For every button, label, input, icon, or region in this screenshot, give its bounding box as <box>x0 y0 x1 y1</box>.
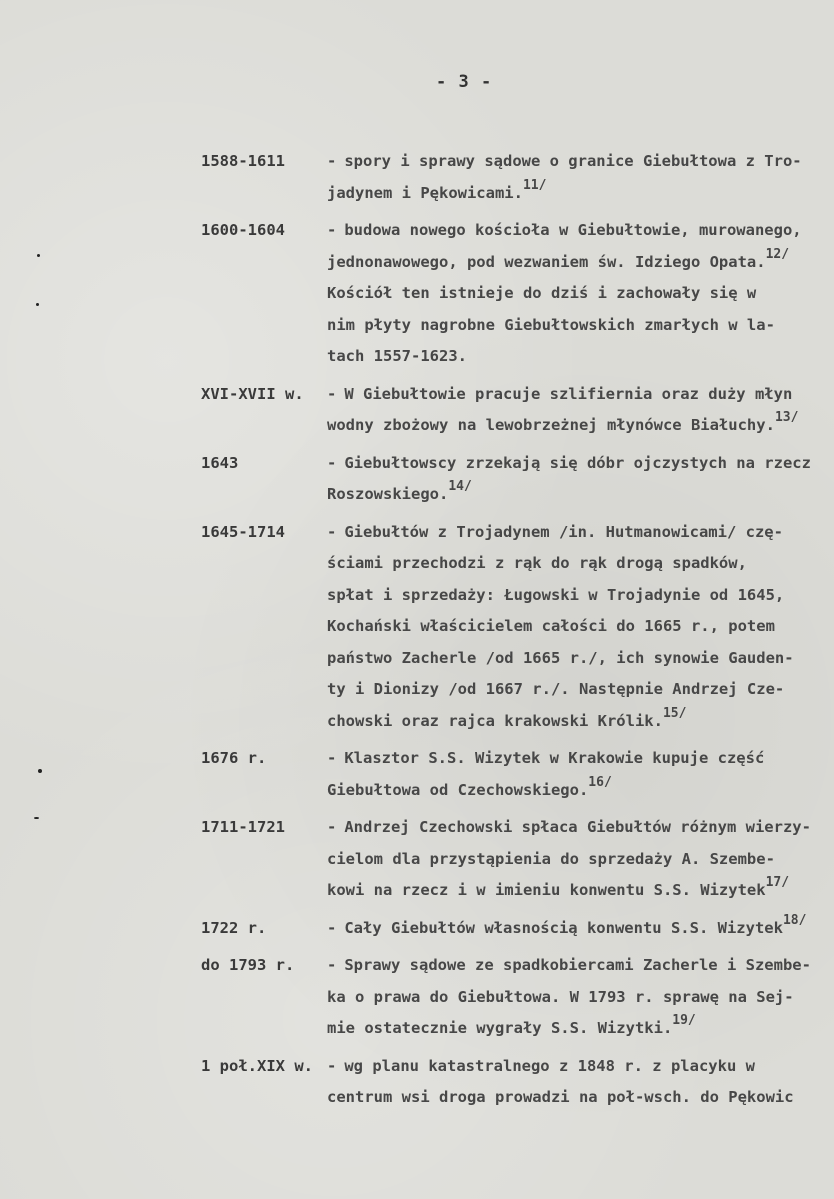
entry-description <box>327 379 831 442</box>
entry-dash: - <box>327 221 337 239</box>
entry-dash: - <box>327 818 337 836</box>
footnote-reference: 18/ <box>782 912 807 928</box>
entry-text-line <box>327 146 831 178</box>
entry-text: W Giebułtowie pracuje szlifiernia oraz duży młyn <box>344 384 793 403</box>
entry-text: kowi na rzecz i w imieniu konwentu S.S. Wizytek <box>327 881 766 899</box>
entry-text: Roszowskiego. <box>327 485 449 503</box>
entry-text-line <box>327 913 831 945</box>
entry-text: Giebułtów z Trojadynem /in. Hutmanowicami/ czę- <box>344 522 783 541</box>
entry-text: cielom dla przystąpienia do sprzedaży A. Szembe- <box>327 849 775 868</box>
entry-dash: - <box>327 522 337 541</box>
entry-text-line <box>327 1082 831 1114</box>
paper-speck <box>37 254 40 257</box>
entry-text-line <box>327 448 831 480</box>
entry-text: spłat i sprzedaży: Ługowski w Trojadynie od 1645, <box>327 585 785 604</box>
entry-text-line <box>327 517 831 549</box>
chronology-entry <box>201 517 831 738</box>
chronology-entry <box>201 913 831 945</box>
chronology-entry <box>201 1051 831 1114</box>
chronology-entry <box>201 950 831 1045</box>
entry-description <box>327 812 831 907</box>
entry-text-line <box>327 278 831 310</box>
entry-description <box>327 146 831 209</box>
entry-text: Cały Giebułtów własnością konwentu S.S. Wizytek <box>344 918 783 937</box>
entry-text-line <box>327 706 831 738</box>
entry-text: Giebułtowscy zrzekają się dóbr ojczystych na rzecz <box>344 453 811 472</box>
entry-dash: - <box>327 453 337 472</box>
entry-text-line <box>327 410 831 442</box>
entry-date: 1722 r. <box>201 918 267 937</box>
chronology-entry <box>201 743 831 806</box>
entry-text: centrum wsi droga prowadzi na poł-wsch. do Pękowic <box>327 1088 794 1106</box>
chronology-entry <box>201 812 831 907</box>
entry-date: XVI-XVII w. <box>201 384 304 403</box>
entry-text: Giebułtowa od Czechowskiego. <box>327 780 589 799</box>
entry-text-line <box>327 379 831 411</box>
paper-speck <box>34 817 39 819</box>
entry-text-line <box>327 548 831 580</box>
entry-text: Kochański właścicielem całości do 1665 r., potem <box>327 617 775 635</box>
entry-dash: - <box>327 956 337 974</box>
entry-text: państwo Zacherle /od 1665 r./, ich synowie Gauden- <box>327 648 794 667</box>
footnote-reference: 12/ <box>765 246 790 262</box>
entry-text: Klasztor S.S. Wizytek w Krakowie kupuje część <box>344 749 765 767</box>
entry-text-line <box>327 950 831 982</box>
entry-text-line <box>327 875 831 907</box>
entry-date: 1588-1611 <box>201 152 285 170</box>
entry-text-line <box>327 743 831 775</box>
paper-speck <box>38 769 42 773</box>
entry-dash: - <box>327 384 337 403</box>
entry-text-line <box>327 812 831 844</box>
entry-text-line <box>327 982 831 1014</box>
entry-description <box>327 913 831 945</box>
entry-dash: - <box>327 1056 337 1075</box>
entry-text: Andrzej Czechowski spłaca Giebułtów różnym wierzy- <box>344 818 811 836</box>
paper-speck <box>36 303 39 306</box>
footnote-reference: 13/ <box>774 410 799 425</box>
entry-text: jednonawowego, pod wezwaniem św. Idziego Opata. <box>327 252 766 271</box>
chronology-entry <box>201 448 831 511</box>
entry-text: nim płyty nagrobne Giebułtowskich zmarłych w la- <box>327 315 775 334</box>
entry-text-line <box>327 674 831 706</box>
entry-text: Kościół ten istnieje do dziś i zachowały się w <box>327 284 757 302</box>
entry-text: chowski oraz rajca krakowski Królik. <box>327 711 663 730</box>
entry-text: wg planu katastralnego z 1848 r. z placyku w <box>344 1056 755 1075</box>
chronology-entry <box>201 146 831 209</box>
entry-text-line <box>327 580 831 612</box>
footnote-reference: 16/ <box>588 774 612 790</box>
entry-text: wodny zbożowy na lewobrzeżnej młynówce Białuchy. <box>327 416 775 434</box>
entry-text-line <box>327 775 831 807</box>
footnote-reference: 15/ <box>662 705 687 721</box>
entry-date: 1600-1604 <box>201 221 285 239</box>
entry-text-line <box>327 643 831 675</box>
entry-text-line <box>327 1051 831 1083</box>
footnote-reference: 11/ <box>522 177 547 193</box>
entry-dash: - <box>327 152 337 170</box>
entry-text: tach 1557-1623. <box>327 347 467 365</box>
entry-text-line <box>327 611 831 643</box>
entry-text: ka o prawa do Giebułtowa. W 1793 r. sprawę na Sej- <box>327 987 794 1006</box>
entry-text: Sprawy sądowe ze spadkobiercami Zacherle i Szembe- <box>344 956 811 974</box>
entry-date: 1 poł.XIX w. <box>201 1056 313 1075</box>
entry-text: ściami przechodzi z rąk do rąk drogą spadków, <box>327 554 747 572</box>
entry-text: budowa nowego kościoła w Giebułtowie, murowanego, <box>344 221 802 239</box>
entry-dash: - <box>327 749 337 767</box>
chronology-entry <box>201 379 831 442</box>
entry-text: ty i Dionizy /od 1667 r./. Następnie Andrzej Cze- <box>327 680 785 698</box>
entry-text-line <box>327 247 831 279</box>
entry-date: 1645-1714 <box>201 522 285 541</box>
footnote-reference: 19/ <box>672 1013 696 1028</box>
entry-text: jadynem i Pękowicami. <box>327 183 523 202</box>
entry-date: 1676 r. <box>201 749 267 767</box>
footnote-reference: 17/ <box>765 875 790 890</box>
entry-text-line <box>327 844 831 876</box>
entry-date: 1643 <box>201 453 239 472</box>
entry-text-line <box>327 215 831 247</box>
entry-text: mie ostatecznie wygrały S.S. Wizytki. <box>327 1019 673 1037</box>
entry-text-line <box>327 178 831 210</box>
entry-description <box>327 448 831 511</box>
entry-description <box>327 1051 831 1114</box>
entry-text: spory i sprawy sądowe o granice Giebułtowa z Tro- <box>344 152 802 170</box>
entry-description <box>327 215 831 373</box>
entry-description <box>327 743 831 806</box>
entry-description <box>327 517 831 738</box>
entry-date: do 1793 r. <box>201 956 295 974</box>
chronology-list <box>201 146 831 1120</box>
entry-text-line <box>327 479 831 511</box>
entry-dash: - <box>327 918 337 937</box>
chronology-entry <box>201 215 831 373</box>
entry-text-line <box>327 1013 831 1045</box>
entry-date: 1711-1721 <box>201 818 285 836</box>
footnote-reference: 14/ <box>448 479 472 494</box>
entry-text-line <box>327 341 831 373</box>
entry-text-line <box>327 310 831 342</box>
entry-description <box>327 950 831 1045</box>
page-number: - 3 - <box>436 72 493 92</box>
